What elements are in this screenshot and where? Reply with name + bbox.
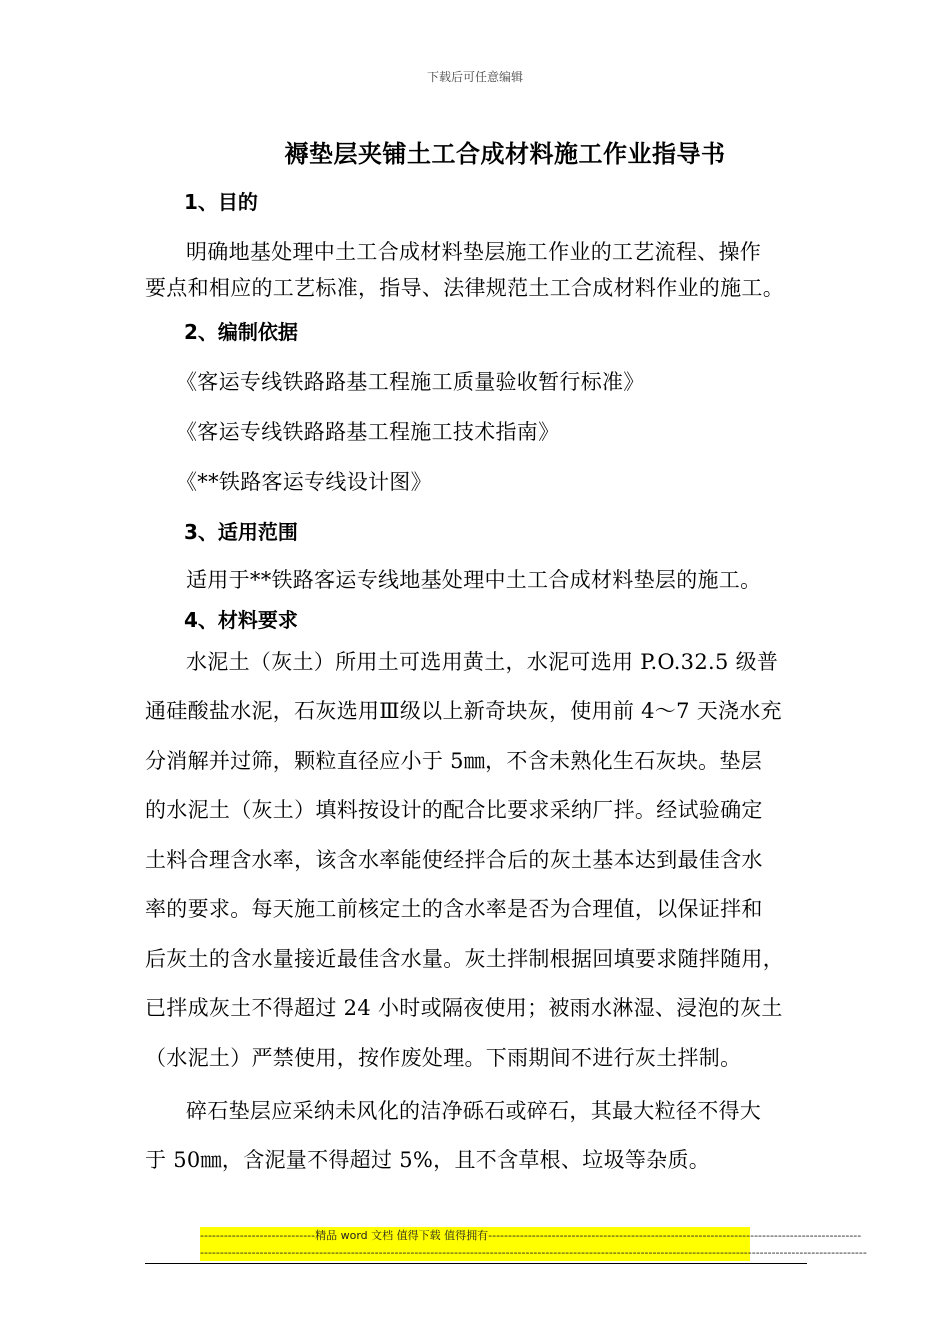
footer-banner xyxy=(200,1227,867,1261)
footer-divider xyxy=(145,1263,807,1264)
reference-item: 《**铁路客运专线设计图》 xyxy=(176,470,432,494)
paragraph-line: 后灰土的含水量接近最佳含水量。灰土拌制根据回填要求随拌随用， xyxy=(145,947,784,971)
reference-item: 《客运专线铁路路基工程施工质量验收暂行标准》 xyxy=(176,370,645,394)
section-heading-basis: 2、编制依据 xyxy=(184,320,298,344)
paragraph-line: 的水泥土（灰土）填料按设计的配合比要求采纳厂拌。经试验确定 xyxy=(145,798,763,822)
section-heading-scope: 3、适用范围 xyxy=(184,520,298,544)
paragraph-line: 要点和相应的工艺标准，指导、法律规范土工合成材料作业的施工。 xyxy=(145,276,784,300)
paragraph-line: 碎石垫层应采纳未风化的洁净砾石或碎石，其最大粒径不得大 xyxy=(186,1099,762,1123)
paragraph-line: 土料合理含水率，该含水率能使经拌合后的灰土基本达到最佳含水 xyxy=(145,848,763,872)
document-title: 褥垫层夹铺土工合成材料施工作业指导书 xyxy=(284,140,726,168)
paragraph-line: 率的要求。每天施工前核定土的含水率是否为合理值，以保证拌和 xyxy=(145,897,763,921)
paragraph-line: 已拌成灰土不得超过 24 小时或隔夜使用；被雨水淋湿、浸泡的灰土 xyxy=(145,996,783,1020)
paragraph-line: 于 50㎜，含泥量不得超过 5%，且不含草根、垃圾等杂质。 xyxy=(145,1148,711,1172)
paragraph-line: （水泥土）严禁使用，按作废处理。下雨期间不进行灰土拌制。 xyxy=(145,1046,742,1070)
paragraph-line: 通硅酸盐水泥，石灰选用Ⅲ级以上新奇块灰，使用前 4～7 天浇水充 xyxy=(145,699,782,723)
paragraph-line: 水泥土（灰土）所用土可选用黄土，水泥可选用 P.O.32.5 级普 xyxy=(186,650,779,674)
reference-item: 《客运专线铁路路基工程施工技术指南》 xyxy=(176,420,560,444)
footer-banner-text: -----------------------------精品 word 文档 值得下载 值得拥有---------------------------------------------------------------------------------------------- xyxy=(200,1229,862,1242)
header-note: 下载后可任意编辑 xyxy=(426,70,523,84)
footer-banner-dashes: ------------------------------------------------------------------------------------------------------------------------------------------------------------------------ xyxy=(200,1246,867,1259)
section-heading-materials: 4、材料要求 xyxy=(184,608,298,632)
paragraph-line: 分消解并过筛，颗粒直径应小于 5㎜，不含未熟化生石灰块。垫层 xyxy=(145,749,763,773)
paragraph-line: 明确地基处理中土工合成材料垫层施工作业的工艺流程、操作 xyxy=(186,240,762,264)
section-heading-purpose: 1、目的 xyxy=(184,190,258,214)
paragraph-line: 适用于**铁路客运专线地基处理中土工合成材料垫层的施工。 xyxy=(186,568,762,592)
